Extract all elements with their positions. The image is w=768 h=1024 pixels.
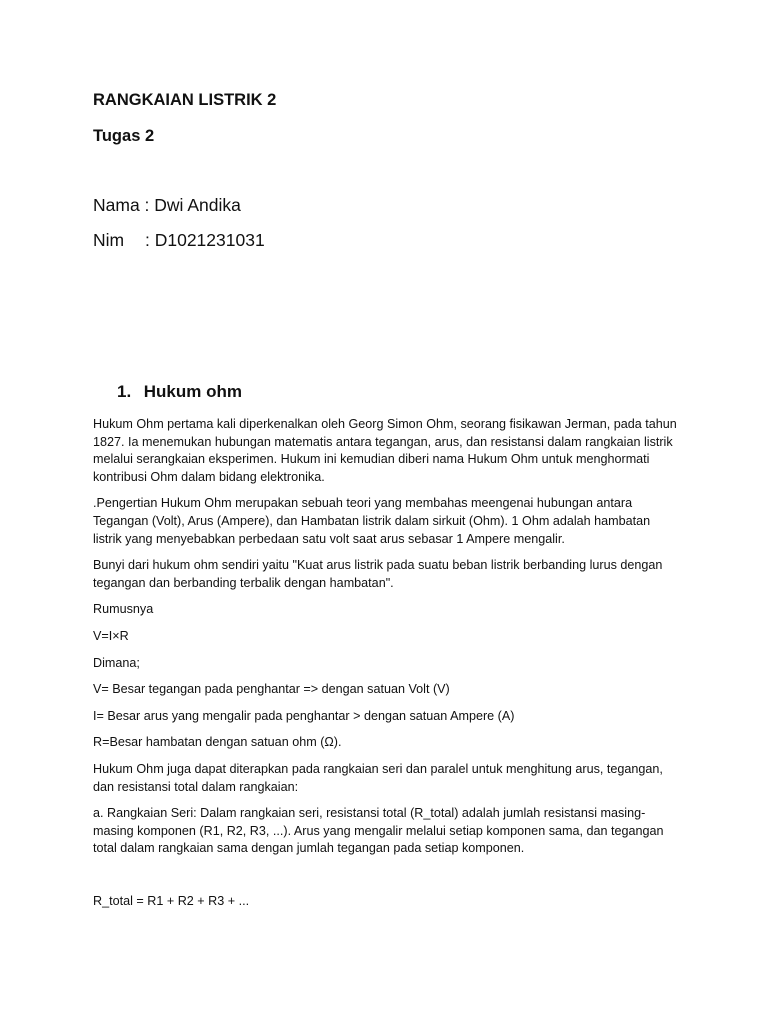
paragraph-formula-label: Rumusnya	[93, 602, 154, 617]
name-label: Nama :	[93, 195, 150, 215]
student-name-line	[93, 193, 678, 217]
paragraph-where: Dimana;	[93, 655, 140, 670]
student-nim-line	[93, 228, 678, 252]
paragraph-application: Hukum Ohm juga dapat diterapkan pada rangkaian seri dan paralel untuk menghitung arus, tegangan, dan resistansi total dalam rangkaian:	[93, 761, 663, 794]
nim-value: : D1021231031	[145, 230, 265, 250]
section-number: 1.	[117, 382, 132, 401]
paragraph-voltage-def: V= Besar tegangan pada penghantar => dengan satuan Volt (V)	[93, 682, 450, 697]
paragraph-resistance-def: R=Besar hambatan dengan satuan ohm (Ω).	[93, 735, 342, 750]
paragraph-series: a. Rangkaian Seri: Dalam rangkaian seri, resistansi total (R_total) adalah jumlah resistansi masing-masing komponen (R1, R2, R3, ...). Arus yang mengalir melalui setiap komponen sama, dan tegangan total dalam rangkaian sama dengan jumlah tegangan pada setiap komponen.	[93, 806, 664, 856]
section-heading	[117, 380, 678, 404]
name-value: Dwi Andika	[154, 195, 241, 215]
paragraph-rtotal-formula: R_total = R1 + R2 + R3 + ...	[93, 893, 250, 908]
paragraph-formula: V=I×R	[93, 628, 129, 643]
nim-label: Nim	[93, 230, 125, 250]
paragraph-history: Hukum Ohm pertama kali diperkenalkan oleh Georg Simon Ohm, seorang fisikawan Jerman, pada tahun 1827. Ia menemukan hubungan matematis antara tegangan, arus, dan resistansi dalam rangkaian listrik melalui serangkaian eksperimen. Hukum ini kemudian diberi nama Hukum Ohm untuk menghormati kontribusi Ohm dalam bidang elektronika.	[93, 417, 677, 484]
paragraph-current-def: I= Besar arus yang mengalir pada penghantar > dengan satuan Ampere (A)	[93, 708, 515, 723]
paragraph-statement: Bunyi dari hukum ohm sendiri yaitu "Kuat arus listrik pada suatu beban listrik berbanding lurus dengan tegangan dan berbanding terbalik dengan hambatan".	[93, 558, 663, 590]
document-body	[93, 89, 678, 910]
document-title: RANGKAIAN LISTRIK 2	[93, 91, 277, 109]
document-subtitle: Tugas 2	[93, 127, 155, 145]
paragraph-definition: .Pengertian Hukum Ohm merupakan sebuah teori yang membahas meengenai hubungan antara Tegangan (Volt), Arus (Ampere), dan Hambatan listrik dalam sirkuit (Ohm). 1 Ohm adalah hambatan listrik yang menyebabkan perbedaan satu volt saat arus sebasar 1 Ampere mengalir.	[93, 496, 651, 546]
section-title: Hukum ohm	[143, 382, 242, 401]
